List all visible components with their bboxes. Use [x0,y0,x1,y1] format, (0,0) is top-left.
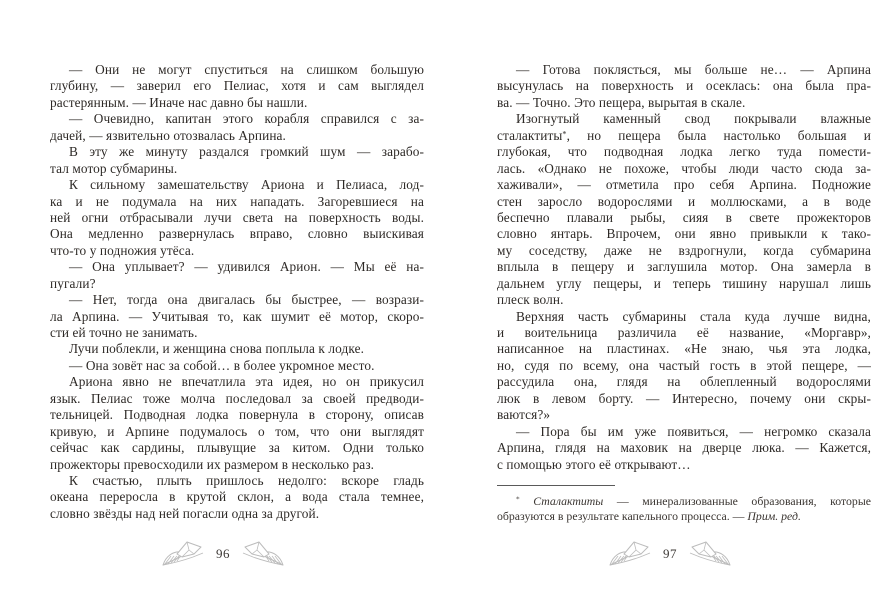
page-number-row [36,540,410,568]
text-line: — Нет, тогда она двигалась бы быстрее, — возрази- [69,292,424,308]
text-line: ва. — Точно. Это пещера, вырытая в скале. [497,94,746,110]
footnote-lines [497,494,871,523]
text-line: — Пора бы им уже появиться, — негромко сказала [516,423,871,439]
text-line: Она медленно развернулась вправо, словно выискивая [50,226,424,242]
text-segment: — минерализованные образования, которые [603,493,871,508]
ornament-left-icon [161,540,207,568]
text-line: му соседству, даже не вздрогнули, когда субмарина [497,242,871,258]
text-line: ней огни отбрасывали лучи света на поверхность воды. [50,209,424,225]
ornament-left-icon [608,540,654,568]
footnote [497,485,871,523]
paragraph [50,177,424,259]
page-number: 97 [663,546,677,561]
text-line: океана переросла в крутой склон, а вода стала темнее, [50,489,424,505]
footnote-divider [497,485,615,486]
text-line: пугали? [50,275,96,291]
paragraph [50,292,424,341]
text-line: что-то у подножия утёса. [50,242,195,258]
text-line: — Готова поклясться, мы больше не… — Арпина [516,62,871,77]
text-line: сейчас как сардины, плывущие за китом. Одни только [50,440,424,456]
text-line: но, судя по всему, она частый гость в этой пещере, — [497,357,871,373]
text-line: сталактиты*, но пещера была настолько большая и [497,127,871,143]
footnote-line [497,494,871,509]
text-line: с помощью этого её открывают… [497,456,691,472]
text-line: ла Арпина. — Учитывая то, как шумит её мотор, скоро- [50,308,424,324]
page-number-row [483,540,857,568]
text-line: словно янтарь. Впрочем, они явно привыкли к тако- [497,226,871,242]
paragraph [497,62,871,111]
paragraph [50,144,424,177]
italic-text: Прим. ред. [747,508,801,523]
text-line: кривую, и Арпине подумалось о том, что они выглядят [50,423,424,439]
text-line: рассудила она, глядя на облепленный водорослями [497,374,871,390]
text-segment: * [516,494,520,504]
page-97-text [497,62,871,473]
page-number: 96 [216,546,230,561]
text-line: Арпина, глядя на маховик на дверце люка. — Кажется, [497,440,871,456]
text-line: стен заросло водорослями и моллюсками, а в воде [497,193,871,209]
text-line: хаживали», — отметила про себя Арпина. Подножие [497,177,871,193]
text-line: сти ей точно не занимать. [50,325,198,340]
paragraph [497,424,871,473]
text-line: и воительница различила её название, «Моргавр», [497,325,871,340]
paragraph [50,358,424,374]
text-line: вплыла в пещеру и заглушила мотор. Она замерла в [497,259,871,275]
ornament-right-icon [686,540,732,568]
paragraph [50,259,424,292]
text-line: ваются?» [497,407,551,423]
paragraph [497,309,871,424]
text-line: люк в левом борту. — Интересно, почему они скры- [497,390,871,406]
page-left [50,62,424,582]
text-line: тельницей. Подводная лодка повернула в сторону, описав [50,407,424,423]
text-line: — Они не могут спуститься на слишком большую [69,62,424,77]
text-line: — Она зовёт нас за собой… в более укромное место. [69,357,375,373]
text-line: тал мотор субмарины. [50,160,178,176]
paragraph [50,62,424,111]
text-line: дачей, — язвительно отозвалась Арпина. [50,127,286,143]
text-line: К счастью, плыть пришлось недолго: вскоре гладь [69,472,424,488]
text-line: глубокая, что подводная лодка легко туда помести- [497,144,871,160]
ornament-right-icon [239,540,285,568]
text-segment: образуются в результате капельного процесса. — [497,508,748,523]
text-line: — Она уплывает? — удивился Арион. — Мы её на- [69,259,424,275]
text-line: высунулась на поверхность и осеклась: она была пра- [497,78,871,94]
paragraph [50,473,424,522]
text-line: — Очевидно, капитан этого корабля справился с за- [69,111,424,127]
paragraph [50,341,424,357]
text-line: Лучи поблекли, и женщина снова поплыла к лодке. [69,341,365,357]
text-line: В эту же минуту раздался громкий шум — зарабо- [69,144,424,160]
text-line: лась. «Однако не похоже, чтобы люди часто сюда за- [497,160,871,176]
text-line: растерянным. — Иначе нас давно бы нашли. [50,94,308,110]
text-line: плеск волн. [497,292,564,308]
text-line: Верхняя часть субмарины стала куда лучше видна, [516,308,871,324]
text-line: беспечно плавали рыбы, сияя в свете прожекторов [497,209,871,225]
text-line: прожекторы превосходили их размером в несколько раз. [50,456,375,472]
italic-text: Сталактиты [533,493,604,508]
text-line: язык. Пелиас тоже молча последовал за своей предводи- [50,390,424,406]
text-line: Ариона явно не впечатлила эта идея, но он прикусил [69,374,424,390]
text-line: К сильному замешательству Ариона и Пелиаса, лод- [69,177,424,193]
paragraph [50,374,424,473]
text-line: ка и не подумала на них нападать. Загоревшиеся на [50,193,424,209]
text-line: написанное на пластинах. «Не знаю, чья эта лодка, [497,341,871,357]
page-right [497,62,871,582]
text-line: глубину, — заверил его Пелиас, хотя и сам выглядел [50,78,424,94]
footnote-line [497,509,871,524]
page-96-text [50,62,424,522]
paragraph [50,111,424,144]
text-line: Изогнутый каменный свод покрывали влажные [516,111,871,127]
text-line: словно звёзды над ней погасли одна за другой. [50,505,320,521]
paragraph [497,111,871,308]
text-line: дальнем углу пещеры, и теперь тишину нарушал лишь [497,275,871,291]
